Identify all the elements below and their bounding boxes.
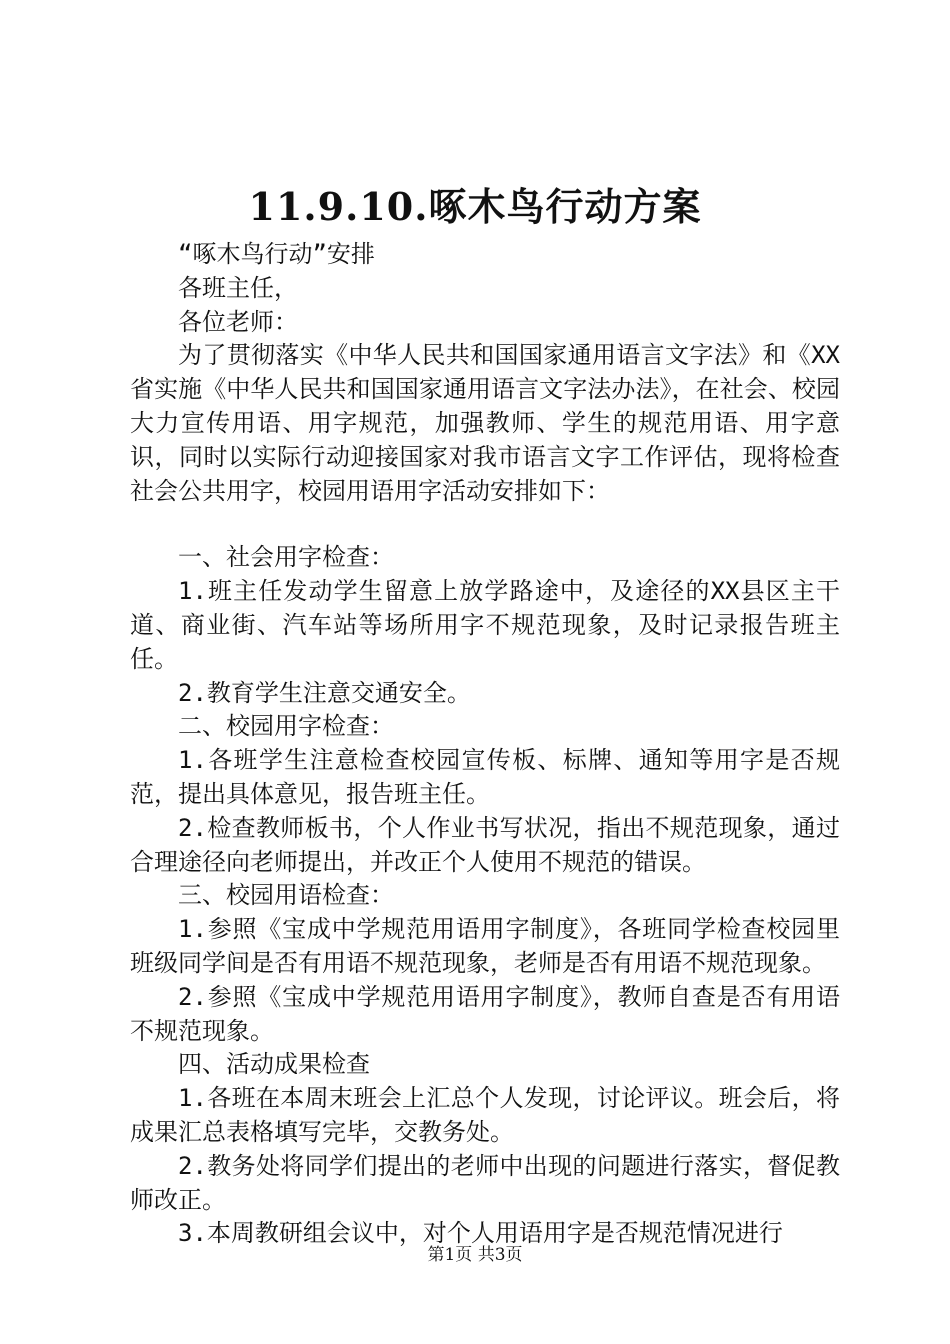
section-1-item-2: 2.教育学生注意交通安全。 [178, 678, 471, 707]
section-1-item-1: 1.班主任发动学生留意上放学路途中，及途径的XX县区主干道、商业街、汽车站等场所用字不规范现象，及时记录报告班主任。 [130, 577, 840, 673]
section-2-item-1: 1.各班学生注意检查校园宣传板、标牌、通知等用字是否规范，提出具体意见，报告班主任。 [130, 746, 840, 808]
section-heading-3: 三、校园用语检查： [178, 881, 394, 910]
section-4-item-1: 1.各班在本周末班会上汇总个人发现，讨论评议。班会后，将成果汇总表格填写完毕，交教务处。 [130, 1084, 840, 1146]
page-footer: 第1页 共3页 [427, 1245, 523, 1265]
document-title: 11.9.10.啄木鸟行动方案 [248, 184, 702, 229]
salutation-head-teachers: 各班主任， [178, 273, 298, 302]
section-2-item-2: 2.检查教师板书，个人作业书写状况，指出不规范现象，通过合理途径向老师提出，并改正个人使用不规范的错误。 [130, 813, 840, 876]
intro-paragraph: 为了贯彻落实《中华人民共和国国家通用语言文字法》和《XX省实施《中华人民共和国国家通用语言文字法办法》，在社会、校园大力宣传用语、用字规范，加强教师、学生的规范用语、用字意识，同时以实际行动迎接国家对我市语言文字工作评估，现将检查社会公共用字，校园用语用字活动安排如下： [130, 341, 840, 505]
section-heading-1: 一、社会用字检查： [178, 543, 394, 572]
section-heading-2: 二、校园用字检查： [178, 712, 394, 741]
section-4-item-2: 2.教务处将同学们提出的老师中出现的问题进行落实，督促教师改正。 [130, 1151, 840, 1214]
section-heading-4: 四、活动成果检查 [178, 1050, 370, 1079]
section-3-item-1: 1.参照《宝成中学规范用语用字制度》，各班同学检查校园里班级同学间是否有用语不规范现象，老师是否有用语不规范现象。 [130, 915, 840, 977]
section-4-item-3: 3.本周教研组会议中，对个人用语用字是否规范情况进行 [178, 1219, 783, 1248]
salutation-teachers: 各位老师： [178, 307, 298, 336]
heading-arrangement: “啄木鸟行动”安排 [178, 240, 375, 268]
document-body [130, 238, 840, 1251]
section-3-item-2: 2.参照《宝成中学规范用语用字制度》，教师自查是否有用语不规范现象。 [130, 982, 840, 1045]
